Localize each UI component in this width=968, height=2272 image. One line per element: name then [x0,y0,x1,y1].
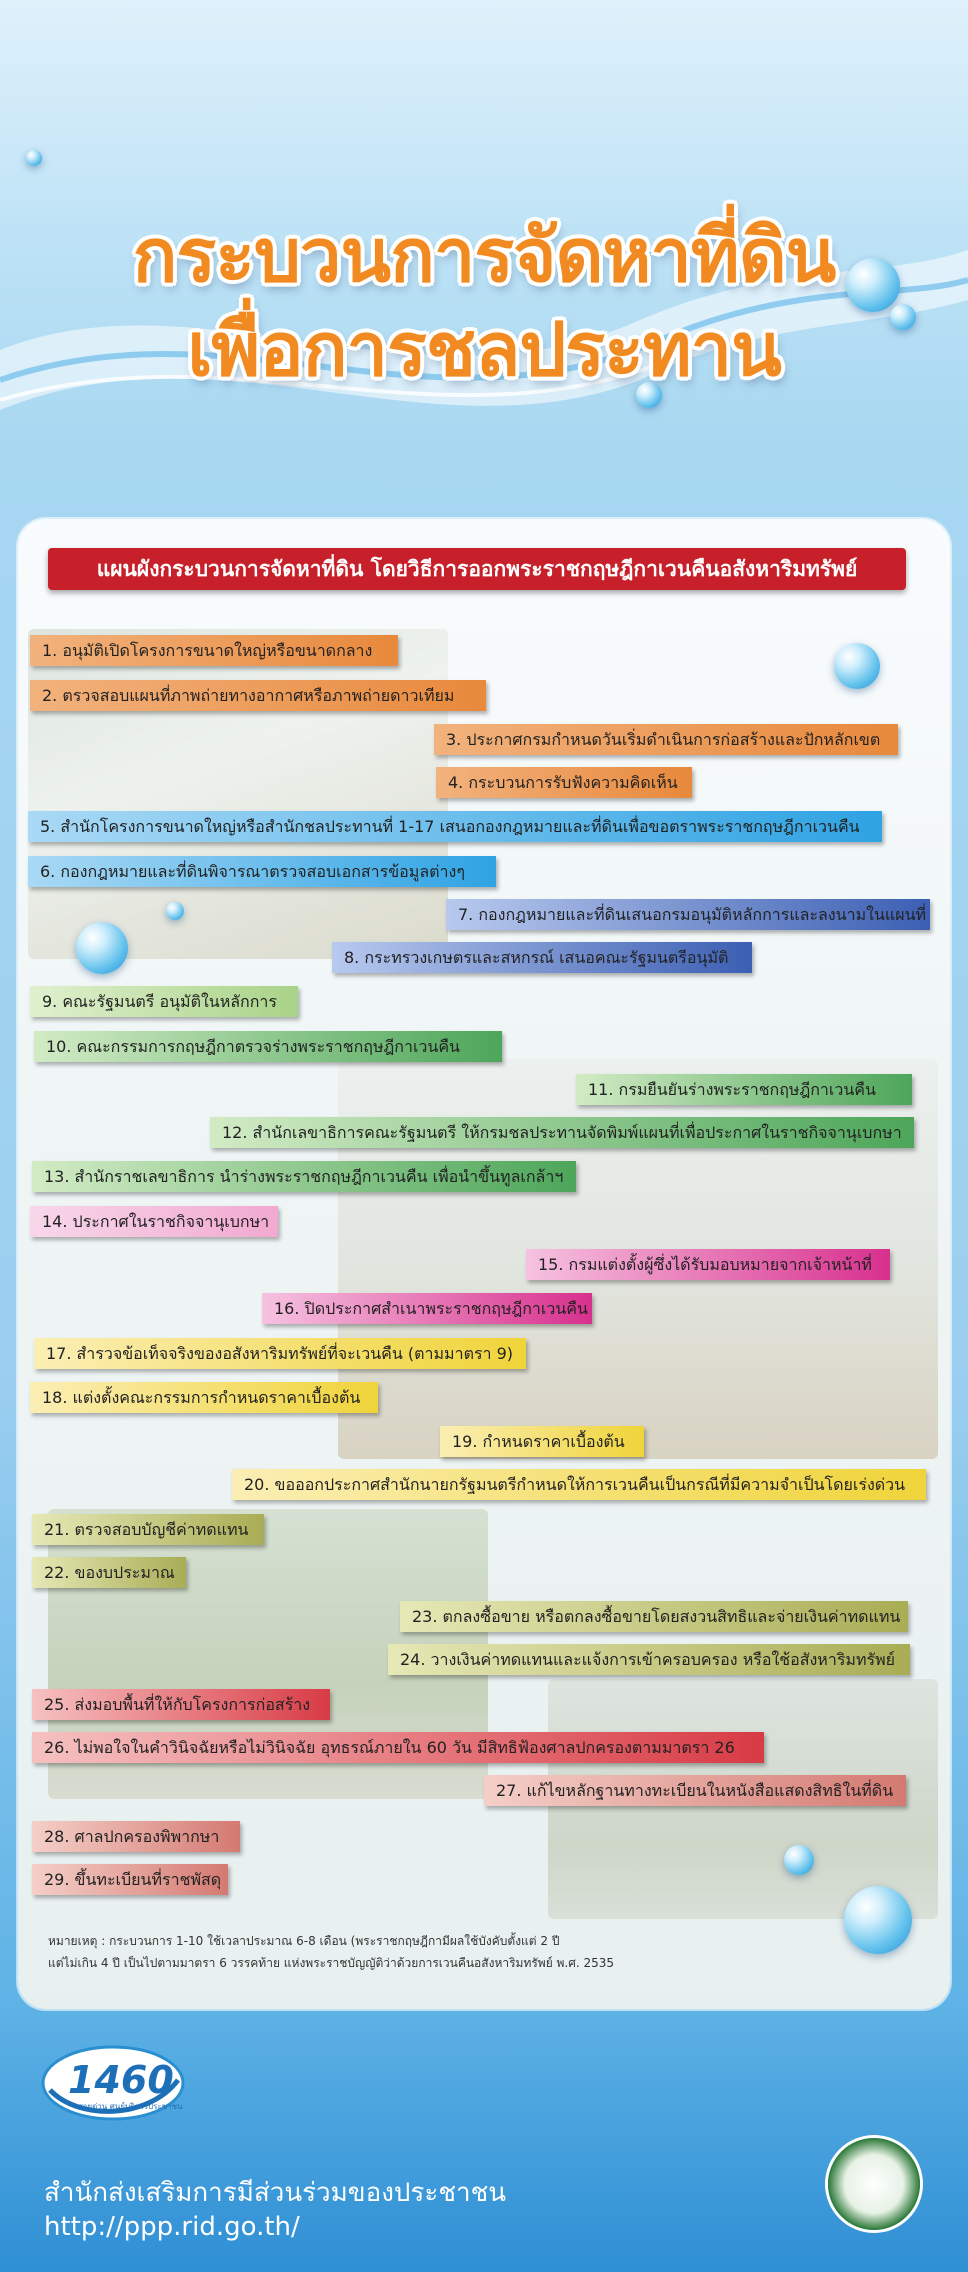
step-20: 20. ขอออกประกาศสำนักนายกรัฐมนตรีกำหนดให้การเวนคืนเป็นกรณีที่มีความจำเป็นโดยเร่งด่วน [232,1469,926,1500]
bubble-decoration [784,1845,814,1875]
step-3: 3. ประกาศกรมกำหนดวันเริ่มดำเนินการก่อสร้างและปักหลักเขต [434,724,898,755]
bubble-decoration [76,922,128,974]
step-18: 18. แต่งตั้งคณะกรรมการกำหนดราคาเบื้องต้น [30,1382,378,1413]
hotline-number: 1460 [68,2058,174,2102]
bubble-decoration [166,902,184,920]
step-17: 17. สำรวจข้อเท็จจริงของอสังหาริมทรัพย์ที่จะเวนคืน (ตามมาตรา 9) [34,1338,526,1369]
department-seal-icon [828,2138,920,2230]
step-23: 23. ตกลงซื้อขาย หรือตกลงซื้อขายโดยสงวนสิทธิและจ่ายเงินค่าทดแทน [400,1601,908,1632]
bubble-decoration [834,643,880,689]
step-16: 16. ปิดประกาศสำเนาพระราชกฤษฎีกาเวนคืน [262,1293,592,1324]
step-27: 27. แก้ไขหลักฐานทางทะเบียนในหนังสือแสดงสิทธิในที่ดิน [484,1775,906,1806]
step-25: 25. ส่งมอบพื้นที่ให้กับโครงการก่อสร้าง [32,1689,330,1720]
step-26: 26. ไม่พอใจในคำวินิจฉัยหรือไม่วินิจฉัย อุทธรณ์ภายใน 60 วัน มีสิทธิฟ้องศาลปกครองตามมาตรา 26 [32,1732,764,1763]
step-24: 24. วางเงินค่าทดแทนและแจ้งการเข้าครอบครอง หรือใช้อสังหาริมทรัพย์ [388,1644,910,1675]
step-29: 29. ขึ้นทะเบียนที่ราชพัสดุ [32,1864,228,1895]
step-12: 12. สำนักเลขาธิการคณะรัฐมนตรี ให้กรมชลประทานจัดพิมพ์แผนที่เพื่อประกาศในราชกิจจานุเบกษา [210,1117,914,1148]
background-photo [28,629,448,959]
step-7: 7. กองกฎหมายและที่ดินเสนอกรมอนุมัติหลักการและลงนามในแผนที่ [446,899,930,930]
step-19: 19. กำหนดราคาเบื้องต้น [440,1426,644,1457]
page-title: กระบวนการจัดหาที่ดิน [132,213,836,299]
step-6: 6. กองกฎหมายและที่ดินพิจารณาตรวจสอบเอกสารข้อมูลต่างๆ [28,856,496,887]
hotline-1460-logo [38,2040,188,2126]
website-link[interactable]: http://ppp.rid.go.th/ [44,2212,300,2242]
step-21: 21. ตรวจสอบบัญชีค่าทดแทน [32,1514,264,1545]
office-name: สำนักส่งเสริมการมีส่วนร่วมของประชาชน [44,2178,506,2208]
footnote-line-1: หมายเหตุ : กระบวนการ 1-10 ใช้เวลาประมาณ 6-8 เดือน (พระราชกฤษฎีกามีผลใช้บังคับตั้งแต่ 2 ปี [48,1934,560,1948]
step-14: 14. ประกาศในราชกิจจานุเบกษา [30,1206,278,1237]
step-22: 22. ของบประมาณ [32,1557,186,1588]
page-subtitle: เพื่อการชลประทาน [187,307,781,393]
step-4: 4. กระบวนการรับฟังความคิดเห็น [436,767,692,798]
hotline-caption: สายด่วน ศูนย์บริการประชาชน [78,2102,183,2111]
step-2: 2. ตรวจสอบแผนที่ภาพถ่ายทางอากาศหรือภาพถ่ายดาวเทียม [30,680,486,711]
step-9: 9. คณะรัฐมนตรี อนุมัติในหลักการ [30,986,298,1017]
bubble-decoration [26,150,42,166]
flowchart-header: แผนผังกระบวนการจัดหาที่ดิน โดยวิธีการออกพระราชกฤษฎีกาเวนคืนอสังหาริมทรัพย์ [48,548,906,590]
step-28: 28. ศาลปกครองพิพากษา [32,1821,240,1852]
step-1: 1. อนุมัติเปิดโครงการขนาดใหญ่หรือขนาดกลาง [30,635,398,666]
step-10: 10. คณะกรรมการกฤษฎีกาตรวจร่างพระราชกฤษฎีกาเวนคืน [34,1031,502,1062]
step-13: 13. สำนักราชเลขาธิการ นำร่างพระราชกฤษฎีกาเวนคืน เพื่อนำขึ้นทูลเกล้าฯ [32,1161,576,1192]
step-8: 8. กระทรวงเกษตรและสหกรณ์ เสนอคณะรัฐมนตรีอนุมัติ [332,942,752,973]
footnote-line-2: แต่ไม่เกิน 4 ปี เป็นไปตามมาตรา 6 วรรคท้าย แห่งพระราชบัญญัติว่าด้วยการเวนคืนอสังหาริมทรัพย์ พ.ศ. 2535 [48,1956,615,1970]
step-15: 15. กรมแต่งตั้งผู้ซึ่งได้รับมอบหมายจากเจ้าหน้าที่ [526,1249,890,1280]
step-11: 11. กรมยืนยันร่างพระราชกฤษฎีกาเวนคืน [576,1074,912,1105]
step-5: 5. สำนักโครงการขนาดใหญ่หรือสำนักชลประทานที่ 1-17 เสนอกองกฎหมายและที่ดินเพื่อขอตราพระราชกฤษฎีกาเวนคืน [28,811,882,842]
